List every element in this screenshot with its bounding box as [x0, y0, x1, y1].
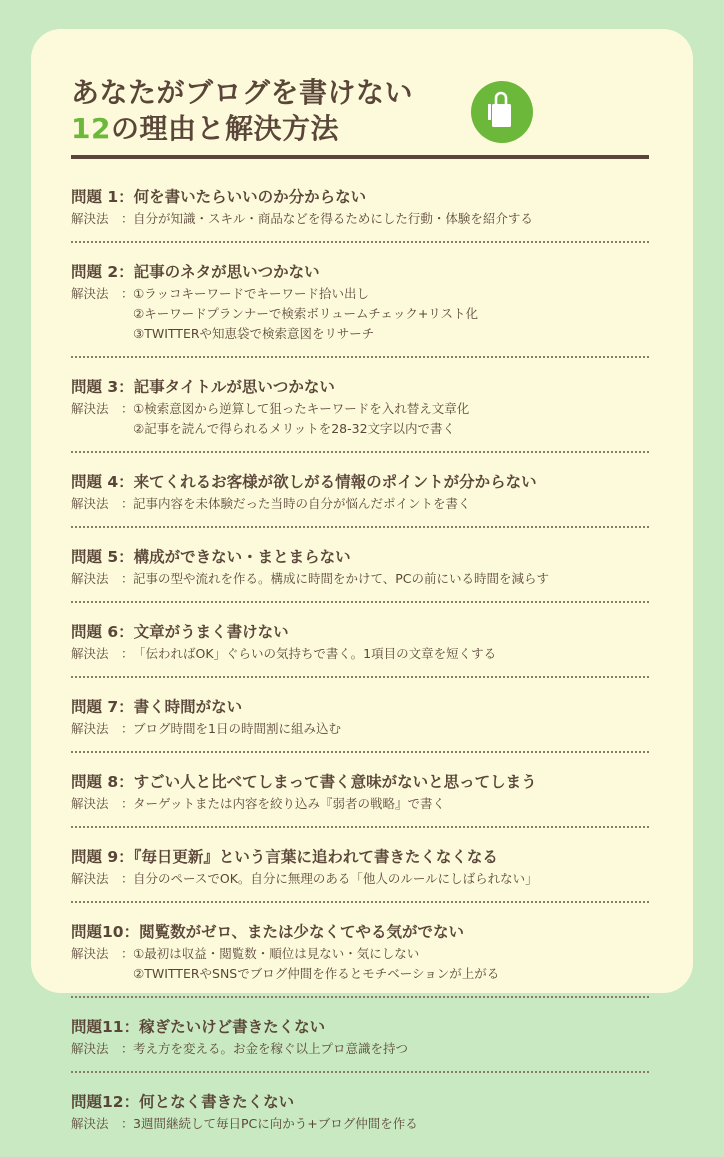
solution-label: 解決法 ：	[71, 1041, 134, 1056]
solution-lines	[133, 399, 649, 439]
solution-row	[71, 794, 649, 814]
solution-text: ①ラッコキーワードでキーワード拾い出し	[133, 286, 369, 301]
solution-label: 解決法 ：	[71, 286, 134, 301]
content-card	[31, 29, 693, 1131]
solution-row	[71, 569, 649, 589]
title-divider	[71, 155, 649, 159]
solution-text: 自分のペースでOK。自分に無理のある「他人のルールにしばられない」	[133, 871, 538, 886]
problem-question: 問題 1：何を書いたらいいのか分からない	[71, 188, 367, 206]
problem-item	[71, 689, 649, 753]
title-line-1: あなたがブログを書けない	[71, 76, 414, 109]
solution-row	[71, 719, 649, 739]
solution-text: ①最初は収益・閲覧数・順位は見ない・気にしない	[133, 946, 420, 961]
problem-item	[71, 369, 649, 453]
solution-lines	[133, 569, 649, 589]
solution-lines	[133, 1114, 649, 1134]
solution-text: ②キーワードプランナーで検索ボリュームチェック+リスト化	[133, 306, 479, 321]
solution-lines	[133, 1039, 649, 1059]
solution-lines	[133, 719, 649, 739]
problem-question: 問題 5：構成ができない・まとまらない	[71, 548, 351, 566]
solution-row	[71, 1114, 649, 1134]
solution-lines	[133, 284, 649, 344]
problem-list	[71, 179, 649, 1157]
solution-row	[71, 869, 649, 889]
problem-question: 問題10：閲覧数がゼロ、または少なくてやる気がでない	[71, 923, 464, 941]
solution-text: 記事内容を未体験だった当時の自分が悩んだポイントを書く	[133, 496, 471, 511]
problem-question: 問題 3：記事タイトルが思いつかない	[71, 378, 335, 396]
problem-item	[71, 179, 649, 243]
solution-label: 解決法 ：	[71, 401, 134, 416]
solution-row	[71, 284, 649, 344]
problem-item	[71, 464, 649, 528]
solution-lines	[133, 944, 649, 984]
solution-row	[71, 209, 649, 229]
problem-question: 問題 2：記事のネタが思いつかない	[71, 263, 320, 281]
problem-question: 問題12：何となく書きたくない	[71, 1093, 295, 1111]
problem-item	[71, 539, 649, 603]
solution-text: 考え方を変える。お金を稼ぐ以上プロ意識を持つ	[133, 1041, 409, 1056]
title-rest: の理由と解決方法	[110, 112, 339, 145]
solution-text: ①検索意図から逆算して狙ったキーワードを入れ替え文章化	[133, 401, 470, 416]
shopping-bag-icon	[471, 81, 533, 143]
solution-label: 解決法 ：	[71, 1116, 134, 1131]
solution-row	[71, 944, 649, 984]
problem-item	[71, 254, 649, 358]
solution-text: ブログ時間を1日の時間割に組み込む	[133, 721, 341, 736]
solution-text: 3週間継続して毎日PCに向かう+ブログ仲間を作る	[133, 1116, 418, 1131]
solution-text: ②TWITTERやSNSでブログ仲間を作るとモチベーションが上がる	[133, 966, 500, 981]
problem-question: 問題 8：すごい人と比べてしまって書く意味がないと思ってしまう	[71, 773, 537, 791]
solution-label: 解決法 ：	[71, 871, 134, 886]
solution-label: 解決法 ：	[71, 946, 134, 961]
solution-text: ターゲットまたは内容を絞り込み『弱者の戦略』で書く	[133, 796, 446, 811]
solution-text: 記事の型や流れを作る。構成に時間をかけて、PCの前にいる時間を減らす	[133, 571, 550, 586]
solution-text: 「伝わればOK」ぐらいの気持ちで書く。1項目の文章を短くする	[133, 646, 497, 661]
title-number: 12	[71, 112, 111, 145]
problem-question: 問題 4：来てくれるお客様が欲しがる情報のポイントが分からない	[71, 473, 537, 491]
solution-row	[71, 494, 649, 514]
solution-lines	[133, 209, 649, 229]
solution-lines	[133, 869, 649, 889]
solution-label: 解決法 ：	[71, 496, 134, 511]
problem-item	[71, 764, 649, 828]
problem-question: 問題11：稼ぎたいけど書きたくない	[71, 1018, 326, 1036]
solution-label: 解決法 ：	[71, 571, 134, 586]
solution-text: ③TWITTERや知恵袋で検索意図をリサーチ	[133, 326, 375, 341]
problem-question: 問題 6：文章がうまく書けない	[71, 623, 289, 641]
solution-text: ②記事を読んで得られるメリットを28-32文字以内で書く	[133, 421, 456, 436]
solution-label: 解決法 ：	[71, 796, 134, 811]
problem-question: 問題 9：『毎日更新』という言葉に追われて書きたくなくなる	[71, 848, 498, 866]
problem-item	[71, 1084, 649, 1146]
solution-lines	[133, 494, 649, 514]
problem-item	[71, 1009, 649, 1073]
problem-item	[71, 614, 649, 678]
title-line-2	[71, 111, 491, 147]
solution-label: 解決法 ：	[71, 721, 134, 736]
problem-question: 問題 7：書く時間がない	[71, 698, 243, 716]
solution-row	[71, 399, 649, 439]
problem-item	[71, 914, 649, 998]
solution-text: 自分が知識・スキル・商品などを得るためにした行動・体験を紹介する	[133, 211, 533, 226]
page-title	[71, 75, 491, 147]
solution-label: 解決法 ：	[71, 211, 134, 226]
solution-label: 解決法 ：	[71, 646, 134, 661]
solution-lines	[133, 794, 649, 814]
solution-row	[71, 644, 649, 664]
solution-lines	[133, 644, 649, 664]
solution-row	[71, 1039, 649, 1059]
problem-item	[71, 839, 649, 903]
